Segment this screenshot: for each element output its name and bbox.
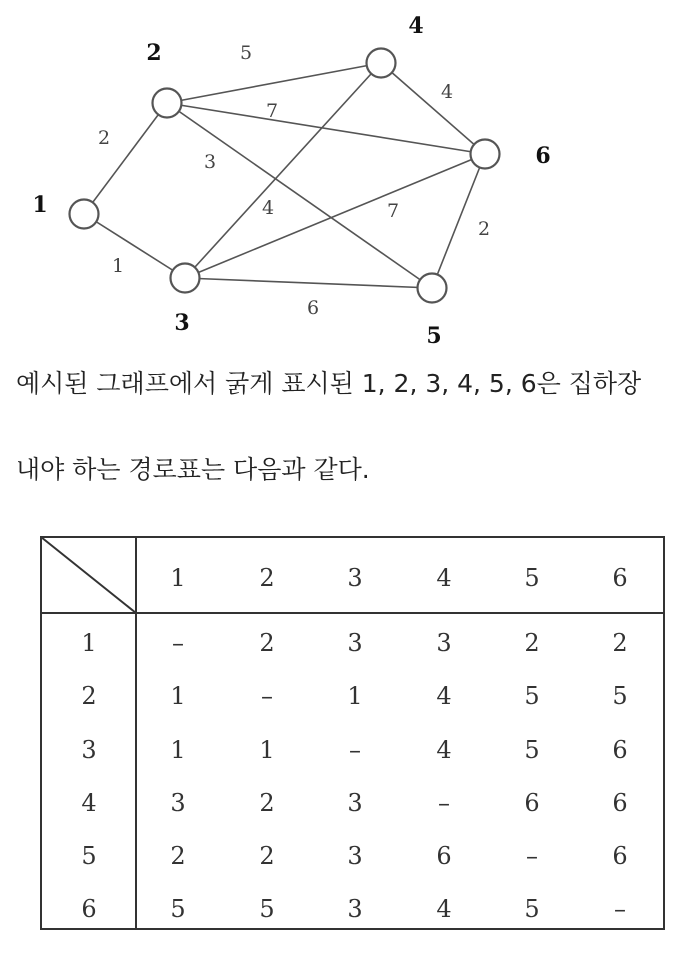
table-cell: – bbox=[172, 629, 184, 657]
description-line-1: 예시된 그래프에서 굵게 표시된 1, 2, 3, 4, 5, 6은 집하장 bbox=[16, 369, 642, 398]
route-table bbox=[40, 536, 668, 936]
table-cell: 3 bbox=[347, 789, 363, 817]
row-header: 6 bbox=[81, 895, 97, 923]
table-cell: 3 bbox=[347, 895, 363, 923]
row-header: 5 bbox=[81, 842, 97, 870]
table-cell: 6 bbox=[612, 736, 628, 764]
graph-node-label: 5 bbox=[426, 323, 442, 349]
graph-edge-3-6 bbox=[185, 154, 485, 278]
table-cell: 2 bbox=[612, 629, 628, 657]
graph-node-5 bbox=[418, 274, 447, 303]
table-cell: 5 bbox=[524, 895, 540, 923]
table-cell: – bbox=[261, 682, 273, 710]
graph-node-2 bbox=[153, 89, 182, 118]
table-cell: 5 bbox=[612, 682, 628, 710]
graph-node-label: 1 bbox=[32, 192, 48, 218]
graph-node-label: 3 bbox=[174, 310, 190, 336]
table-cell: 3 bbox=[170, 789, 186, 817]
table-cell: – bbox=[438, 789, 450, 817]
edge-weight-label: 5 bbox=[239, 42, 253, 64]
graph-node-1 bbox=[70, 200, 99, 229]
row-header: 1 bbox=[81, 629, 97, 657]
row-header: 4 bbox=[81, 789, 97, 817]
corner-diagonal bbox=[41, 537, 136, 613]
table-cell: 6 bbox=[612, 789, 628, 817]
graph-edge-2-4 bbox=[167, 63, 381, 103]
table-cell: 5 bbox=[259, 895, 275, 923]
table-cell: 2 bbox=[524, 629, 540, 657]
table-cell: 3 bbox=[347, 629, 363, 657]
table-cell: 6 bbox=[436, 842, 452, 870]
graph-node-6 bbox=[471, 140, 500, 169]
row-header: 2 bbox=[81, 682, 97, 710]
route-table-cells bbox=[81, 564, 627, 923]
table-cell: 1 bbox=[347, 682, 363, 710]
graph-node-3 bbox=[171, 264, 200, 293]
table-cell: 3 bbox=[347, 842, 363, 870]
edge-weight-label: 2 bbox=[477, 218, 491, 240]
table-cell: 4 bbox=[436, 682, 452, 710]
graph-node-label: 4 bbox=[408, 13, 424, 39]
table-cell: 5 bbox=[170, 895, 186, 923]
edge-weight-label: 2 bbox=[97, 127, 111, 149]
edge-weight-label: 3 bbox=[203, 151, 217, 173]
graph-edge-1-2 bbox=[84, 103, 167, 214]
edge-weight-label: 6 bbox=[306, 297, 320, 319]
route-table-grid bbox=[41, 537, 664, 929]
table-cell: 6 bbox=[612, 842, 628, 870]
table-cell: – bbox=[526, 842, 538, 870]
table-cell: – bbox=[614, 895, 626, 923]
graph-node-label: 6 bbox=[535, 143, 551, 169]
edge-weight-label: 1 bbox=[111, 255, 125, 277]
column-header: 4 bbox=[436, 564, 452, 592]
graph-node-label: 2 bbox=[146, 40, 162, 66]
column-header: 2 bbox=[259, 564, 275, 592]
table-cell: 4 bbox=[436, 895, 452, 923]
table-cell: 5 bbox=[524, 736, 540, 764]
table-cell: 3 bbox=[436, 629, 452, 657]
edge-weight-label: 4 bbox=[261, 197, 275, 219]
table-cell: 1 bbox=[170, 736, 186, 764]
table-border bbox=[41, 537, 664, 929]
graph-node-labels bbox=[32, 13, 550, 349]
column-header: 6 bbox=[612, 564, 628, 592]
graph-edges bbox=[84, 63, 485, 288]
column-header: 3 bbox=[347, 564, 363, 592]
edge-weight-label: 7 bbox=[386, 200, 400, 222]
graph-edge-2-5 bbox=[167, 103, 432, 288]
graph-edge-1-3 bbox=[84, 214, 185, 278]
table-cell: 2 bbox=[170, 842, 186, 870]
table-cell: 1 bbox=[170, 682, 186, 710]
network-graph bbox=[0, 0, 696, 350]
table-cell: 2 bbox=[259, 842, 275, 870]
table-cell: – bbox=[349, 736, 361, 764]
column-header: 1 bbox=[170, 564, 186, 592]
graph-edge-3-5 bbox=[185, 278, 432, 288]
table-cell: 4 bbox=[436, 736, 452, 764]
row-header: 3 bbox=[81, 736, 97, 764]
description-line-2: 내야 하는 경로표는 다음과 같다. bbox=[16, 455, 370, 484]
table-cell: 6 bbox=[524, 789, 540, 817]
table-cell: 5 bbox=[524, 682, 540, 710]
table-cell: 2 bbox=[259, 789, 275, 817]
edge-weight-label: 7 bbox=[265, 100, 279, 122]
graph-node-4 bbox=[367, 49, 396, 78]
column-header: 5 bbox=[524, 564, 540, 592]
graph-edge-2-6 bbox=[167, 103, 485, 154]
table-cell: 2 bbox=[259, 629, 275, 657]
table-cell: 1 bbox=[259, 736, 275, 764]
edge-weight-label: 4 bbox=[440, 81, 454, 103]
